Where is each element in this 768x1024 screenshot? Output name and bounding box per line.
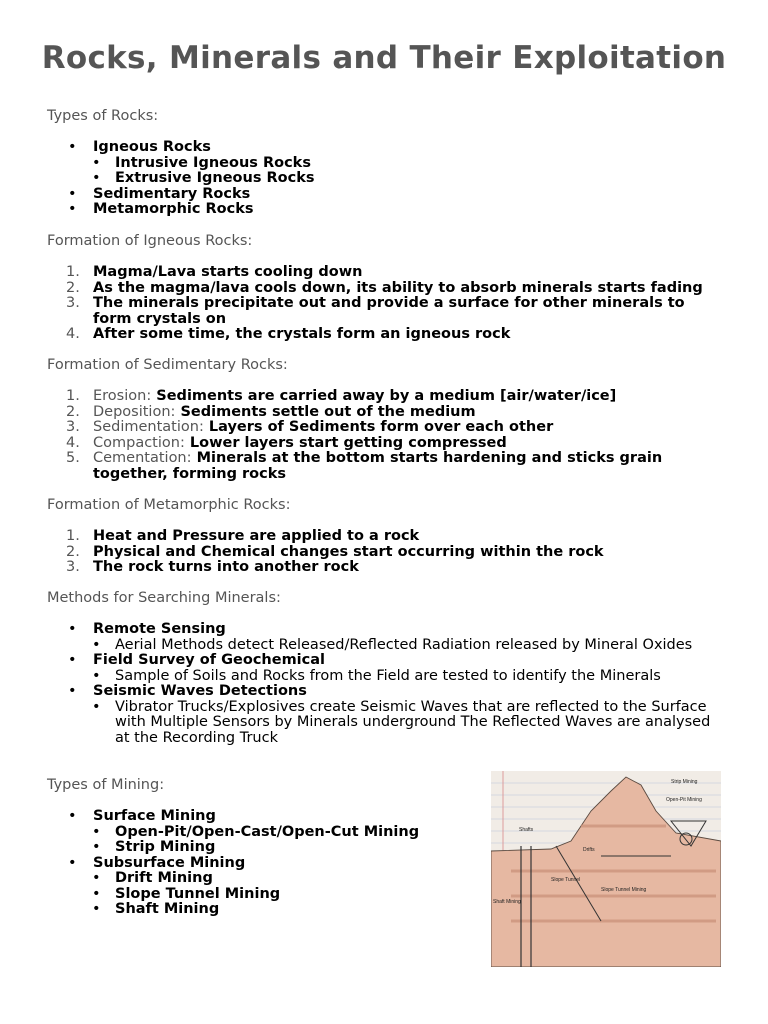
- step-term: Sedimentation:: [93, 419, 204, 435]
- list-item: • Open-Pit/Open-Cast/Open-Cut Mining: [0, 825, 460, 841]
- list-item: [0, 265, 768, 281]
- list-item: • Remote Sensing: [0, 622, 768, 638]
- list-item: • Surface Mining: [0, 809, 460, 825]
- step-text: Magma/Lava starts cooling down: [93, 264, 363, 280]
- step-term: Erosion:: [93, 388, 152, 404]
- step-text: Physical and Chemical changes start occurring within the rock: [93, 543, 604, 560]
- step-text: Layers of Sediments form over each other: [208, 419, 554, 435]
- step-number: 3.: [66, 295, 80, 311]
- list-item: • Igneous Rocks: [0, 140, 768, 156]
- list-item: • Drift Mining: [0, 871, 460, 887]
- sketch-label: Slope Tunnel Mining: [601, 887, 647, 893]
- sketch-label: Shafts: [519, 827, 534, 833]
- step-number: 4.: [66, 434, 80, 451]
- step-number: 3.: [66, 559, 80, 575]
- list-item: • Shaft Mining: [0, 902, 460, 918]
- list-item: • Field Survey of Geochemical: [0, 653, 768, 669]
- list-item: [0, 389, 768, 405]
- list-item: [0, 560, 768, 576]
- types-of-rocks-list: [0, 140, 768, 218]
- step-number: 4.: [66, 326, 80, 342]
- sketch-label: Open-Pit Mining: [666, 797, 702, 803]
- igneous-formation-heading: Formation of Igneous Rocks:: [47, 233, 253, 249]
- list-item: [0, 529, 768, 545]
- step-number: 2.: [66, 543, 80, 560]
- step-text: Lower layers start getting compressed: [189, 434, 507, 451]
- list-item: • Metamorphic Rocks: [0, 202, 768, 218]
- mining-sketch-image: [491, 771, 721, 967]
- types-of-rocks-heading: Types of Rocks:: [47, 108, 159, 124]
- list-item: • Vibrator Trucks/Explosives create Seismic Waves that are reflected to the Surface with Multiple Sensors by Minerals underground The Reflected Waves are analysed at the Recording Truck: [0, 700, 768, 747]
- types-of-mining-heading: Types of Mining:: [47, 777, 165, 793]
- step-text: Minerals at the bottom starts hardening and sticks grain together, forming rocks: [93, 450, 663, 482]
- step-term: Deposition:: [93, 403, 176, 420]
- list-item: • Intrusive Igneous Rocks: [0, 156, 768, 172]
- step-text: As the magma/lava cools down, its ability to absorb minerals starts fading: [93, 279, 703, 296]
- list-item: • Extrusive Igneous Rocks: [0, 171, 768, 187]
- list-item: • Slope Tunnel Mining: [0, 887, 460, 903]
- list-item: [0, 327, 768, 343]
- step-text: The minerals precipitate out and provide a surface for other minerals to form crystals on: [93, 295, 685, 327]
- step-term: Compaction:: [93, 434, 185, 451]
- sketch-label: Slope Tunnel: [551, 877, 581, 883]
- metamorphic-formation-heading: Formation of Metamorphic Rocks:: [47, 497, 291, 513]
- sketch-label: Drifts: [583, 847, 595, 853]
- step-number: 1.: [66, 264, 80, 280]
- step-text: Sediments settle out of the medium: [180, 403, 476, 420]
- searching-minerals-list: [0, 622, 768, 746]
- step-number: 3.: [66, 419, 80, 435]
- list-item: [0, 281, 768, 297]
- searching-minerals-heading: Methods for Searching Minerals:: [47, 590, 281, 606]
- sketch-label: Shaft Mining: [493, 899, 521, 905]
- step-term: Cementation:: [93, 450, 192, 466]
- list-item: [0, 545, 768, 561]
- list-item: • Sedimentary Rocks: [0, 187, 768, 203]
- step-text: After some time, the crystals form an igneous rock: [93, 326, 511, 342]
- igneous-formation-list: [0, 265, 768, 343]
- metamorphic-formation-list: [0, 529, 768, 576]
- step-number: 1.: [66, 388, 80, 404]
- list-item: [0, 451, 768, 482]
- step-number: 2.: [66, 279, 80, 296]
- list-item: [0, 436, 768, 452]
- sedimentary-formation-list: [0, 389, 768, 482]
- sketch-label: Strip Mining: [671, 779, 698, 785]
- step-text: The rock turns into another rock: [93, 559, 359, 575]
- step-number: 2.: [66, 403, 80, 420]
- page-title: Rocks, Minerals and Their Exploitation: [41, 40, 727, 76]
- step-number: 1.: [66, 528, 80, 544]
- list-item: [0, 405, 768, 421]
- step-text: Heat and Pressure are applied to a rock: [93, 528, 420, 544]
- step-number: 5.: [66, 450, 80, 466]
- sedimentary-formation-heading: Formation of Sedimentary Rocks:: [47, 357, 288, 373]
- list-item: • Seismic Waves Detections: [0, 684, 768, 700]
- list-item: • Strip Mining: [0, 840, 460, 856]
- list-item: • Aerial Methods detect Released/Reflected Radiation released by Mineral Oxides: [0, 638, 768, 654]
- list-item: [0, 296, 768, 327]
- types-of-mining-list: [0, 809, 460, 918]
- list-item: • Sample of Soils and Rocks from the Field are tested to identify the Minerals: [0, 669, 768, 685]
- list-item: • Subsurface Mining: [0, 856, 460, 872]
- list-item: [0, 420, 768, 436]
- step-text: Sediments are carried away by a medium [air/water/ice]: [156, 388, 617, 404]
